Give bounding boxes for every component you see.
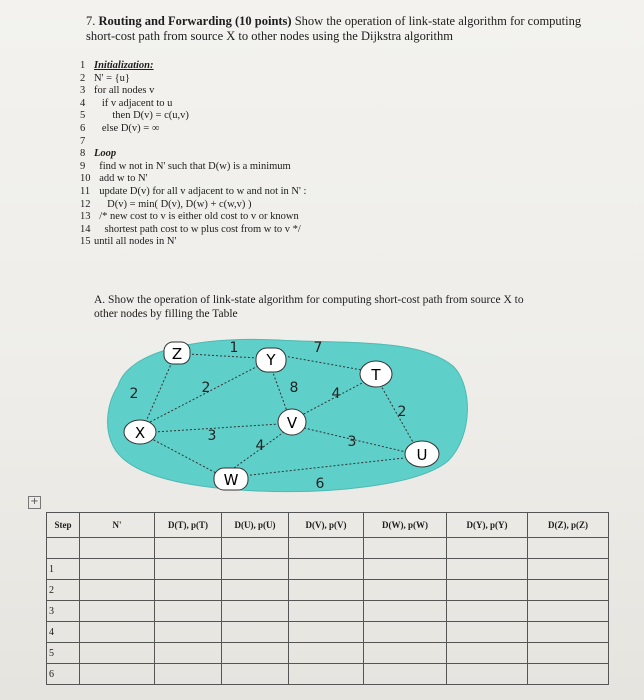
line-number: 5 — [80, 110, 86, 122]
line-number: 7 — [80, 135, 86, 147]
table-cell[interactable] — [80, 559, 155, 580]
line-number: 9 — [80, 160, 86, 172]
node-u — [405, 441, 439, 467]
table-cell[interactable] — [447, 559, 528, 580]
table-cell[interactable] — [447, 601, 528, 622]
svg-text:V: V — [286, 414, 298, 432]
table-header-row — [47, 513, 609, 538]
table-cell[interactable] — [155, 664, 222, 685]
table-cell[interactable] — [155, 643, 222, 664]
pseudocode-line — [80, 98, 306, 111]
routing-table-container — [46, 512, 609, 685]
weight-w-u: 6 — [315, 476, 325, 492]
line-number: 15 — [80, 236, 91, 248]
weight-z-y: 1 — [229, 340, 239, 356]
table-cell[interactable] — [155, 559, 222, 580]
table-cell[interactable] — [528, 538, 609, 559]
line-number: 6 — [80, 122, 86, 134]
table-cell[interactable] — [80, 601, 155, 622]
table-row — [47, 538, 609, 559]
step-number-cell: 5 — [47, 643, 80, 664]
step-number-cell — [47, 538, 80, 559]
weight-t-u: 2 — [397, 404, 407, 420]
line-number: 11 — [80, 185, 91, 197]
question-heading — [86, 14, 606, 44]
table-cell[interactable] — [289, 580, 364, 601]
weight-v-t: 4 — [331, 386, 341, 402]
line-number: 14 — [80, 223, 91, 235]
line-text: else D(v) = ∞ — [94, 122, 160, 134]
pseudocode-line — [80, 85, 306, 98]
table-cell[interactable] — [528, 580, 609, 601]
table-cell[interactable] — [222, 580, 289, 601]
pseudocode-line — [80, 136, 306, 149]
svg-text:Y: Y — [266, 351, 276, 369]
pseudocode-line — [80, 148, 306, 161]
table-cell[interactable] — [447, 664, 528, 685]
table-cell[interactable] — [528, 643, 609, 664]
table-cell[interactable] — [447, 580, 528, 601]
line-text: add w to N' — [94, 173, 148, 185]
table-cell[interactable] — [289, 559, 364, 580]
step-number-cell: 4 — [47, 622, 80, 643]
node-z — [164, 342, 190, 364]
table-cell[interactable] — [155, 580, 222, 601]
table-row — [47, 580, 609, 601]
column-header: N' — [80, 513, 155, 538]
table-row — [47, 664, 609, 685]
table-cell[interactable] — [222, 664, 289, 685]
table-row — [47, 643, 609, 664]
line-number: 10 — [80, 173, 91, 185]
pseudocode-line — [80, 123, 306, 136]
svg-text:T: T — [371, 366, 381, 384]
table-cell[interactable] — [364, 580, 447, 601]
line-number: 2 — [80, 72, 86, 84]
column-header: D(T), p(T) — [155, 513, 222, 538]
pseudocode-line — [80, 173, 306, 186]
node-x — [124, 420, 156, 444]
line-number: 12 — [80, 198, 91, 210]
table-cell[interactable] — [528, 601, 609, 622]
table-cell[interactable] — [80, 664, 155, 685]
svg-text:U: U — [416, 446, 428, 464]
line-number: 13 — [80, 211, 91, 223]
table-cell[interactable] — [80, 622, 155, 643]
table-row — [47, 622, 609, 643]
pseudocode-line — [80, 73, 306, 86]
weight-v-u: 3 — [347, 434, 357, 450]
weight-x-v: 3 — [207, 428, 217, 444]
routing-table — [46, 512, 609, 685]
weight-x-y: 2 — [201, 380, 211, 396]
node-v — [278, 409, 306, 435]
line-text: if v adjacent to u — [94, 97, 173, 109]
line-text: Loop — [94, 148, 117, 160]
node-y — [256, 348, 286, 372]
table-cell[interactable] — [222, 538, 289, 559]
line-text: N' = {u} — [94, 72, 130, 84]
step-number-cell: 1 — [47, 559, 80, 580]
line-text: Initialization: — [94, 60, 154, 71]
table-cell[interactable] — [155, 538, 222, 559]
node-t — [360, 361, 392, 387]
line-text: for all nodes v — [94, 85, 155, 97]
line-number: 8 — [80, 148, 86, 160]
line-text: then D(v) = c(u,v) — [94, 110, 189, 122]
table-row — [47, 559, 609, 580]
pseudocode-line — [80, 161, 306, 174]
table-cell[interactable] — [289, 664, 364, 685]
dijkstra-pseudocode — [80, 60, 306, 249]
table-cell[interactable] — [222, 559, 289, 580]
table-cell[interactable] — [222, 601, 289, 622]
table-cell[interactable] — [289, 622, 364, 643]
table-cell[interactable] — [155, 601, 222, 622]
step-number-cell: 2 — [47, 580, 80, 601]
column-header: D(Y), p(Y) — [447, 513, 528, 538]
weight-y-t: 7 — [313, 340, 323, 356]
table-cell[interactable] — [364, 601, 447, 622]
network-graph — [88, 326, 478, 496]
svg-text:W: W — [223, 471, 239, 489]
table-row — [47, 601, 609, 622]
weight-w-v: 4 — [255, 438, 265, 454]
table-cell[interactable] — [447, 643, 528, 664]
weight-y-v: 8 — [289, 380, 299, 396]
table-cell[interactable] — [528, 622, 609, 643]
question-text: Show the operation of link-state algorithm for computing short-cost path from source X to other nodes using the Dijkstra algorithm — [86, 14, 582, 43]
table-cell[interactable] — [364, 559, 447, 580]
line-text: /* new cost to v is either old cost to v or known — [94, 211, 299, 223]
column-header: D(W), p(W) — [364, 513, 447, 538]
column-header: D(U), p(U) — [222, 513, 289, 538]
question-number: 7. — [86, 14, 96, 28]
column-header: D(Z), p(Z) — [528, 513, 609, 538]
line-text: D(v) = min( D(v), D(w) + c(w,v) ) — [94, 198, 252, 210]
column-header: D(V), p(V) — [289, 513, 364, 538]
table-cell[interactable] — [364, 643, 447, 664]
weight-x-z: 2 — [129, 386, 139, 402]
step-number-cell: 3 — [47, 601, 80, 622]
table-cell[interactable] — [80, 643, 155, 664]
table-cell[interactable] — [528, 559, 609, 580]
table-cell[interactable] — [364, 538, 447, 559]
pseudocode-line — [80, 236, 306, 249]
table-cell[interactable] — [447, 538, 528, 559]
table-cell[interactable] — [80, 538, 155, 559]
pseudocode-line — [80, 60, 306, 73]
table-cell[interactable] — [155, 622, 222, 643]
line-text: until all nodes in N' — [94, 236, 177, 248]
table-cell[interactable] — [289, 538, 364, 559]
pseudocode-line — [80, 186, 306, 199]
pseudocode-line — [80, 199, 306, 212]
node-w — [214, 468, 248, 490]
step-number-cell: 6 — [47, 664, 80, 685]
table-cell[interactable] — [289, 643, 364, 664]
svg-text:Z: Z — [171, 345, 183, 363]
table-cell[interactable] — [528, 664, 609, 685]
part-a-instructions: A. Show the operation of link-state algorithm for computing short-cost path from source X to other nodes by filling the Table — [94, 294, 524, 320]
move-handle-icon[interactable]: + — [28, 496, 41, 509]
line-text: shortest path cost to w plus cost from w to v */ — [94, 223, 301, 235]
pseudocode-line — [80, 224, 306, 237]
table-cell[interactable] — [364, 664, 447, 685]
table-cell[interactable] — [80, 580, 155, 601]
line-number: 4 — [80, 97, 86, 109]
table-cell[interactable] — [447, 622, 528, 643]
pseudocode-line — [80, 211, 306, 224]
column-header: Step — [47, 513, 80, 538]
line-text: update D(v) for all v adjacent to w and not in N' : — [94, 185, 307, 197]
line-number: 3 — [80, 85, 86, 97]
svg-text:X: X — [134, 424, 146, 442]
table-cell[interactable] — [222, 643, 289, 664]
pseudocode-line — [80, 110, 306, 123]
question-title: Routing and Forwarding (10 points) — [98, 14, 292, 28]
line-text: find w not in N' such that D(w) is a minimum — [94, 160, 291, 172]
table-cell[interactable] — [222, 622, 289, 643]
table-cell[interactable] — [289, 601, 364, 622]
table-cell[interactable] — [364, 622, 447, 643]
line-number: 1 — [80, 60, 86, 71]
